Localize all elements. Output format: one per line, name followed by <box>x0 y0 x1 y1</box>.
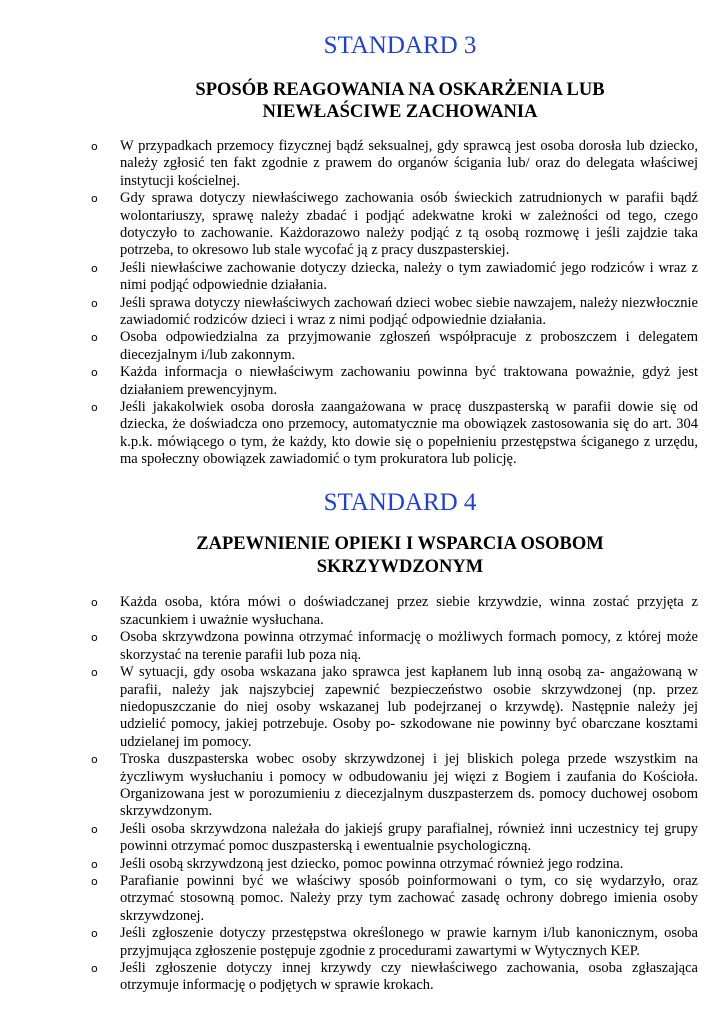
list-item <box>91 820 698 856</box>
list-item-text: Jeśli niewłaściwe zachowanie dotyczy dziecka, należy o tym zawiadomić jego rodziców i wraz z nimi podjąć odpowiednie działania. <box>120 259 698 294</box>
bullet-icon: o <box>91 631 98 645</box>
bullet-icon: o <box>91 962 98 975</box>
bullet-icon: o <box>91 261 98 275</box>
bullet-icon: o <box>91 857 98 871</box>
list-item-text: Jeśli sprawa dotyczy niewłaściwych zachowań dzieci wobec siebie nawzajem, należy niezwłocznie zawiadomić rodziców dzieci i wraz z nimi podjąć odpowiednie działania. <box>120 294 698 328</box>
bullet-icon: o <box>91 400 98 414</box>
list-item-text: Jeśli zgłoszenie dotyczy przestępstwa określonego w prawie karnym i/lub kanonicznym, osoba przyjmująca zgłoszenie postępuje zgodnie z procedurami zawartymi w Wytycznych KEP. <box>120 925 698 959</box>
list-item-text: Osoba odpowiedzialna za przyjmowanie zgłoszeń współpracuje z proboszczem i delegatem diecezjalnym i/lub zakonnym. <box>120 329 698 363</box>
list-item <box>91 329 698 364</box>
standard-4-title-line-1: ZAPEWNIENIE OPIEKI I WSPARCIA OSOBOM <box>196 534 604 555</box>
list-item <box>91 664 698 751</box>
standard-4-title <box>92 533 698 578</box>
list-item-text: Gdy sprawa dotyczy niewłaściwego zachowania osób świeckich zatrudnionych w parafii bądź wolontariuszy, sprawę należy zbadać i podjąć adekwatne kroki w zależności od tego, czego dotyczyło to zachowanie. Każdorazowo należy podjąć z tą osobą rozmowę i jeśli zajdzie taka potrzeba, to okresowo lub stale wycofać ją z pracy duszpasterskiej. <box>120 190 698 259</box>
list-item <box>91 364 698 399</box>
list-item-text: W przypadkach przemocy fizycznej bądź seksualnej, gdy sprawcą jest osoba dorosła lub dziecko, należy zgłosić ten fakt zgodnie z prawem do organów ścigania lub/ oraz do delegata właściwej instytucji kościelnej. <box>120 137 698 189</box>
list-item-text: Jeśli osobą skrzywdzoną jest dziecko, pomoc powinna otrzymać również jego rodzina. <box>120 855 624 872</box>
list-item <box>91 137 698 190</box>
list-item <box>91 190 698 260</box>
standard-3-title-line-1: SPOSÓB REAGOWANIA NA OSKARŻENIA LUB <box>195 79 605 100</box>
standard-3-list <box>92 138 698 469</box>
standard-3-title-line-2: NIEWŁAŚCIWE ZACHOWANIA <box>262 102 538 123</box>
standard-4-title-line-2: SKRZYWDZONYM <box>316 556 484 577</box>
list-item <box>91 629 698 664</box>
bullet-icon: o <box>91 874 98 888</box>
standard-4-heading: STANDARD 4 <box>323 488 477 516</box>
list-item-text: W sytuacji, gdy osoba wskazana jako sprawca jest kapłanem lub inną osobą za- angażowaną w parafii, należy jak najszybciej zapewnić bezpieczeństwo osobie skrzywdzonej (np. przez niedopuszczanie do niej osoby wskazanej lub podejrzanej o krzywdę). Następnie należy jej udzielić pomocy, jakiej potrzebuje. Osoby po- szkodowane nie powinny być obarczane kosztami udzielanej im pomocy. <box>120 664 698 750</box>
list-item <box>91 960 698 995</box>
list-item-text: Każda osoba, która mówi o doświadczanej przez siebie krzywdzie, winna zostać przyjęta z szacunkiem i uważnie wysłuchana. <box>120 594 698 628</box>
standard-3-title <box>92 79 698 124</box>
bullet-icon: o <box>91 753 98 767</box>
list-item-text: Jeśli zgłoszenie dotyczy innej krzywdy czy niewłaściwego zachowania, osoba zgłaszająca otrzymuje informację o podjętych w sprawie krokach. <box>120 960 698 994</box>
list-item <box>91 925 698 960</box>
list-item <box>91 855 698 873</box>
list-item-text: Osoba skrzywdzona powinna otrzymać informację o możliwych formach pomocy, z której może skorzystać na terenie parafii lub poza nią. <box>120 629 698 663</box>
list-item-text: Jeśli jakakolwiek osoba dorosła zaangażowana w pracę duszpasterską w parafii dowie się od dziecka, że doświadcza ono przemocy, automatycznie ma obowiązek zastosowania się do art. 304 k.p.k. mówiącego o tym, że każdy, kto dowie się o popełnieniu przestępstwa ściganego z urzędu, ma społeczny obowiązek zawiadomić o tym prokuratora lub policję. <box>120 398 698 468</box>
bullet-icon: o <box>91 192 98 206</box>
list-item <box>91 594 698 629</box>
bullet-icon: o <box>91 139 98 153</box>
list-item <box>91 872 698 925</box>
bullet-icon: o <box>91 331 98 345</box>
list-item-text: Troska duszpasterska wobec osoby skrzywdzonej i jej bliskich polega przede wszystkim na życzliwym wysłuchaniu i pomocy w odbudowaniu jej więzi z Bogiem i zaufania do Kościoła. Organizowana jest w porozumieniu z diecezjalnym duszpasterzem ds. pomocy duchowej osobom skrzywdzonym. <box>120 751 698 820</box>
list-item-text: Jeśli osoba skrzywdzona należała do jakiejś grupy parafialnej, również inni uczestnicy tej grupy powinni otrzymać pomoc duszpasterską i ewentualnie psychologiczną. <box>120 820 698 855</box>
bullet-icon: o <box>91 366 98 380</box>
list-item-text: Parafianie powinni być we właściwy sposób poinformowani o tym, co się wydarzyło, oraz otrzymać stosowną pomoc. Należy przy tym zachować zasadę ochrony dobrego imienia osoby skrzywdzonej. <box>120 872 698 924</box>
list-item <box>91 259 698 295</box>
list-item <box>91 751 698 821</box>
list-item <box>91 398 698 469</box>
section-spacer <box>92 469 698 483</box>
bullet-icon: o <box>91 822 98 836</box>
list-item-text: Każda informacja o niewłaściwym zachowaniu powinna być traktowana poważnie, gdyż jest działaniem prewencyjnym. <box>120 364 698 398</box>
bullet-icon: o <box>91 927 98 941</box>
bullet-icon: o <box>91 296 98 310</box>
standard-4-list <box>92 594 698 994</box>
standard-3-heading: STANDARD 3 <box>323 32 477 59</box>
bullet-icon: o <box>91 666 98 680</box>
bullet-icon: o <box>91 596 98 610</box>
list-item <box>91 294 698 330</box>
